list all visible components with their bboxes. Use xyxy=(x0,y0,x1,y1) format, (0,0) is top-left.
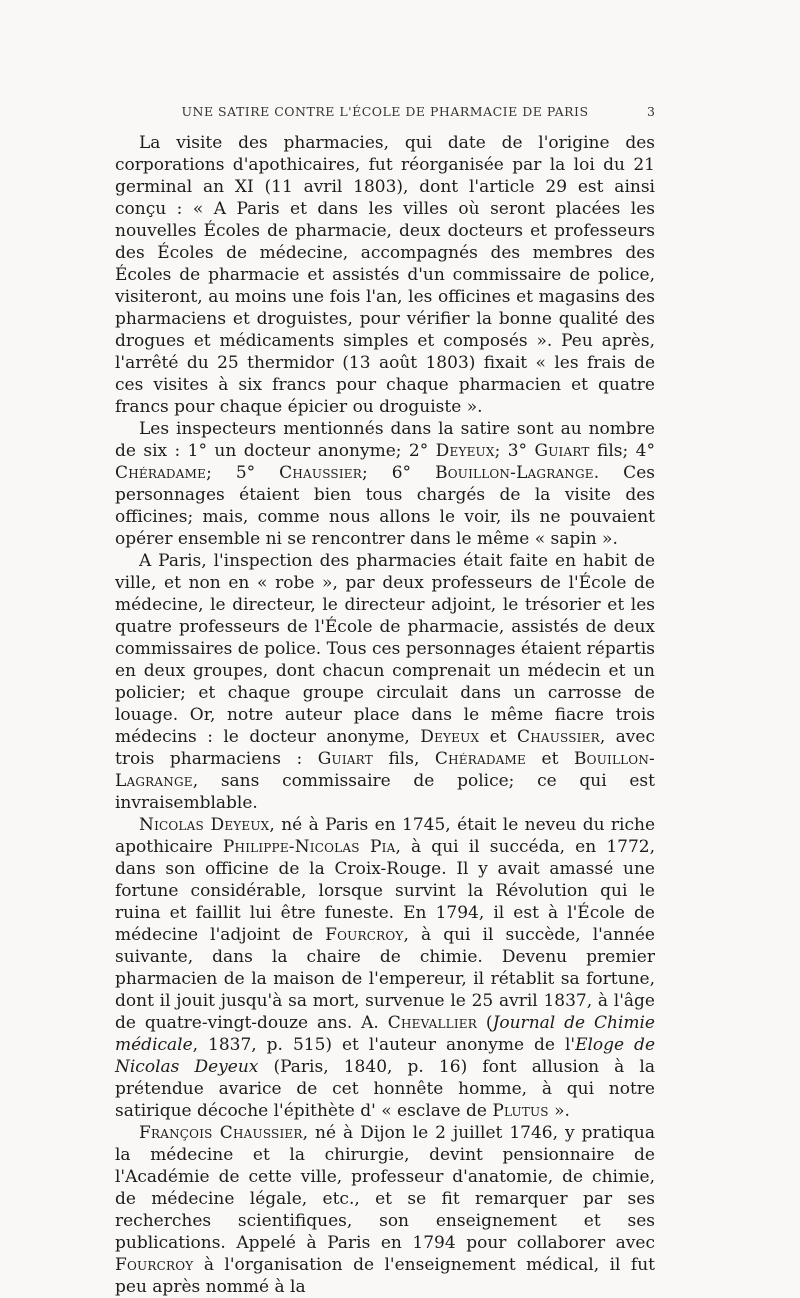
running-header xyxy=(115,104,655,124)
paragraph-1: La visite des pharmacies, qui date de l'origine des corporations d'apothicaires, fut réorganisée par la loi du 21 germinal an XI (11 avril 1803), dont l'article 29 est ainsi conçu : « A Paris et dans les villes où seront placées les nouvelles Écoles de pharmacie, deux docteurs et professeurs des Écoles de médecine, accompagnés des membres des Écoles de pharmacie et assistés d'un commissaire de police, visiteront, au moins une fois l'an, les officines et magasins des pharmaciens et droguistes, pour vérifier la bonne qualité des drogues et médicaments simples et composés ». Peu après, l'arrêté du 25 thermidor (13 août 1803) fixait « les frais de ces visites à six francs pour chaque pharmacien et quatre francs pour chaque épicier ou droguiste ». xyxy=(115,133,655,417)
paragraph-4 xyxy=(115,814,655,1122)
text-run: , sans commissaire de police; ce qui est invraisemblable. xyxy=(115,771,655,813)
text-run: à l'organisation de l'enseignement médical, il fut peu après nommé à la xyxy=(115,1255,655,1297)
person-name: Chevallier xyxy=(387,1013,477,1033)
person-name: Deyeux xyxy=(420,727,480,747)
person-name: Fourcroy xyxy=(115,1255,194,1275)
text-run: ». xyxy=(548,1101,570,1121)
text-run: ; 5° xyxy=(206,463,280,483)
text-run: et xyxy=(525,749,574,769)
body-text xyxy=(115,132,655,1298)
person-name: Guiart xyxy=(534,441,590,461)
person-name: Chéradame xyxy=(115,463,207,483)
paragraph-3 xyxy=(115,550,655,814)
cited-title: Journal de Chimie médicale xyxy=(115,1013,655,1055)
text-run: . Ces personnages étaient bien tous chargés de la visite des officines; mais, comme nous allons le voir, ils ne pouvaient opérer ensemble ni se rencontrer dans le même « sapin ». xyxy=(115,463,655,549)
text-run: A Paris, l'inspection des pharmacies était faite en habit de ville, et non en « robe », par deux professeurs de l'École de médecine, le directeur, le directeur adjoint, le trésorier et les quatre professeurs de l'École de pharmacie, assistés de deux commissaires de police. Tous ces personnages étaient répartis en deux groupes, dont chacun comprenait un médecin et un policier; et chaque groupe circulait dans un carrosse de louage. Or, notre auteur place dans le même fiacre trois médecins : le docteur anonyme, xyxy=(115,551,655,747)
person-name: François Chaussier xyxy=(139,1123,303,1143)
text-run: , 1837, p. 515) et l'auteur anonyme de l' xyxy=(192,1035,576,1055)
text-run: fils; 4° xyxy=(589,441,655,461)
text-run: , né à Paris en 1745, était le neveu du riche apothicaire xyxy=(115,815,656,857)
running-title: UNE SATIRE CONTRE L'ÉCOLE DE PHARMACIE DE PARIS xyxy=(181,104,589,119)
text-run: fils, xyxy=(372,749,435,769)
person-name: Bouillon-Lagrange xyxy=(115,749,655,791)
person-name: Bouillon-Lagrange xyxy=(435,463,594,483)
text-run: (Paris, 1840, p. 16) font allusion à la prétendue avarice de cet honnête homme, à qui notre satirique décoche l'épithète d' « esclave de xyxy=(115,1057,655,1121)
book-page xyxy=(115,104,655,1298)
text-run: ; 6° xyxy=(361,463,436,483)
person-name: Deyeux xyxy=(435,441,495,461)
text-run: , à qui il succéda, en 1772, dans son officine de la Croix-Rouge. Il y avait amassé une fortune considérable, lorsque survint la Révolution qui le ruina et faillit lui être funeste. En 1794, il est à l'École de médecine l'adjoint de xyxy=(115,837,655,945)
cited-title: Eloge de Nicolas Deyeux xyxy=(115,1035,656,1077)
paragraph-5 xyxy=(115,1122,655,1298)
text-run: , né à Dijon le 2 juillet 1746, y pratiqua la médecine et la chirurgie, devint pensionnaire de l'Académie de cette ville, professeur d'anatomie, de chimie, de médecine légale, etc., et se fit remarquer par ses recherches scientifiques, son enseignement et ses publications. Appelé à Paris en 1794 pour collaborer avec xyxy=(115,1123,656,1253)
person-name: Plutus xyxy=(492,1101,549,1121)
paragraph-2 xyxy=(115,418,655,550)
person-name: Chéradame xyxy=(434,749,526,769)
person-name: Fourcroy xyxy=(325,925,404,945)
text-run: et xyxy=(479,727,517,747)
person-name: Chaussier xyxy=(517,727,600,747)
page-number: 3 xyxy=(647,104,655,119)
text-run: , à qui il succède, l'année suivante, dans la chaire de chimie. Devenu premier pharmacien de la maison de l'empereur, il rétablit sa fortune, dont il jouit jusqu'à sa mort, survenue le 25 avril 1837, à l'âge de quatre-vingt-douze ans. A. xyxy=(115,925,655,1033)
person-name: Chaussier xyxy=(279,463,362,483)
text-run: ; 3° xyxy=(494,441,535,461)
person-name: Philippe-Nicolas Pia xyxy=(222,837,396,857)
person-name: Guiart xyxy=(317,749,373,769)
person-name: Nicolas Deyeux xyxy=(139,815,270,835)
text-run: Les inspecteurs mentionnés dans la satire sont au nombre de six : 1° un docteur anonyme; 2° xyxy=(115,419,655,461)
text-run: , avec trois pharmaciens : xyxy=(115,727,655,769)
text-run: ( xyxy=(477,1013,493,1033)
